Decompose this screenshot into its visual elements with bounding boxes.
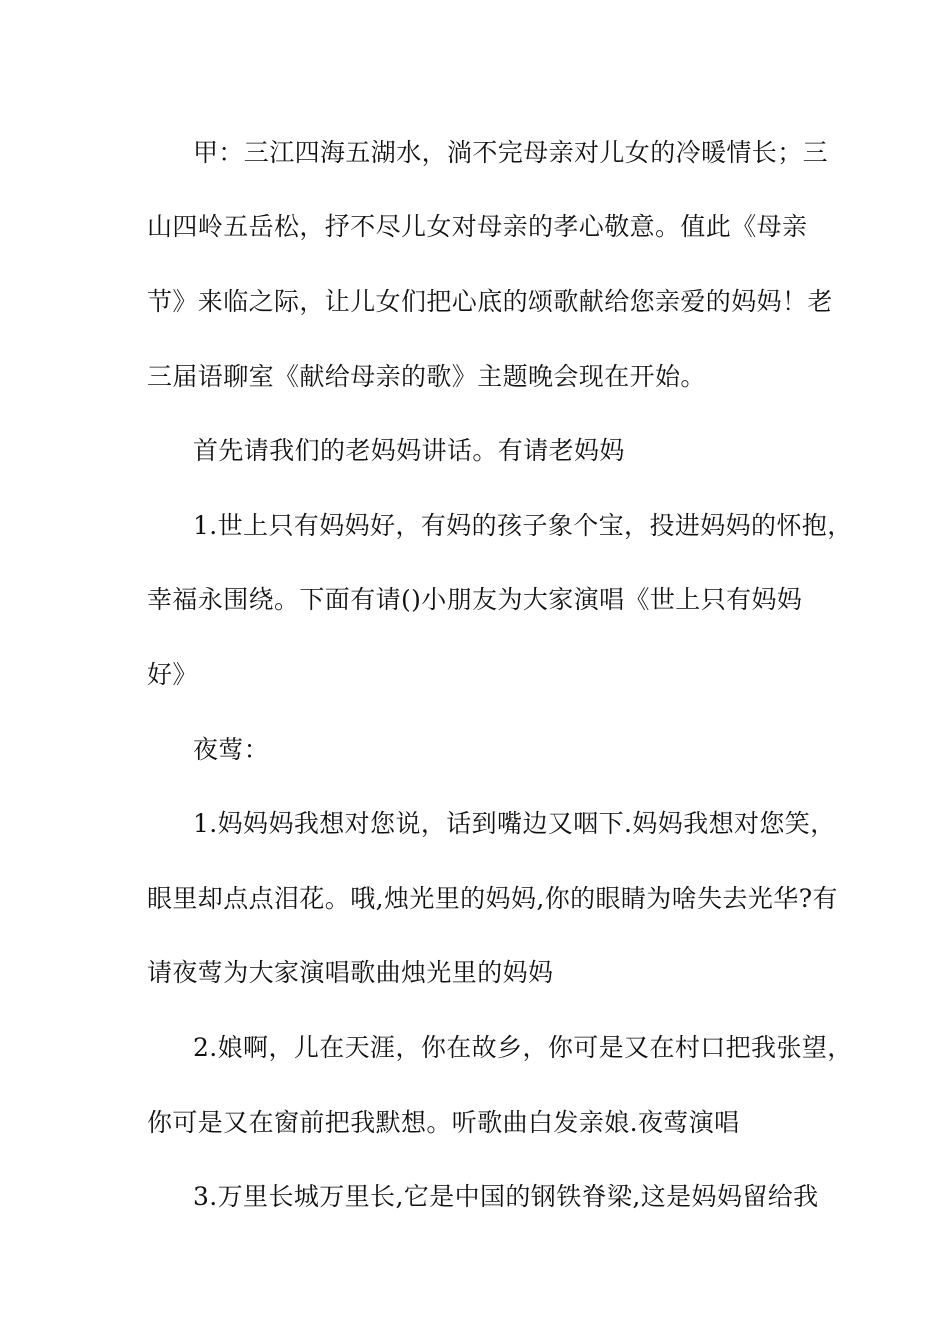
paragraph-line: 节》来临之际，让儿女们把心底的颂歌献给您亲爱的妈妈！老 — [147, 287, 833, 316]
paragraph-line: 山四岭五岳松，抒不尽儿女对母亲的孝心敬意。值此《母亲 — [147, 212, 808, 241]
paragraph-line: 幸福永围绕。下面有请()小朋友为大家演唱《世上只有妈妈 — [147, 585, 803, 614]
paragraph-line: 你可是又在窗前把我默想。听歌曲白发亲娘.夜莺演唱 — [147, 1108, 740, 1137]
paragraph-line: 1.妈妈妈我想对您说，话到嘴边又咽下.妈妈我想对您笑， — [193, 809, 836, 838]
paragraph-line: 三届语聊室《献给母亲的歌》主题晚会现在开始。 — [147, 362, 706, 391]
paragraph-line: 首先请我们的老妈妈讲话。有请老妈妈 — [193, 436, 625, 465]
paragraph-line: 夜莺： — [193, 735, 270, 764]
paragraph-line: 1.世上只有妈妈好，有妈的孩子象个宝，投进妈妈的怀抱， — [193, 511, 853, 540]
paragraph-line: 3.万里长城万里长,它是中国的钢铁脊梁,这是妈妈留给我 — [193, 1182, 819, 1211]
paragraph-line: 眼里却点点泪花。哦,烛光里的妈妈,你的眼睛为啥失去光华?有 — [147, 884, 838, 913]
paragraph-line: 好》 — [147, 660, 198, 689]
paragraph-line: 请夜莺为大家演唱歌曲烛光里的妈妈 — [147, 958, 554, 987]
paragraph-line: 2.娘啊，儿在天涯，你在故乡，你可是又在村口把我张望， — [193, 1033, 853, 1062]
paragraph-line: 甲：三江四海五湖水，淌不完母亲对儿女的冷暖情长；三 — [193, 138, 829, 167]
